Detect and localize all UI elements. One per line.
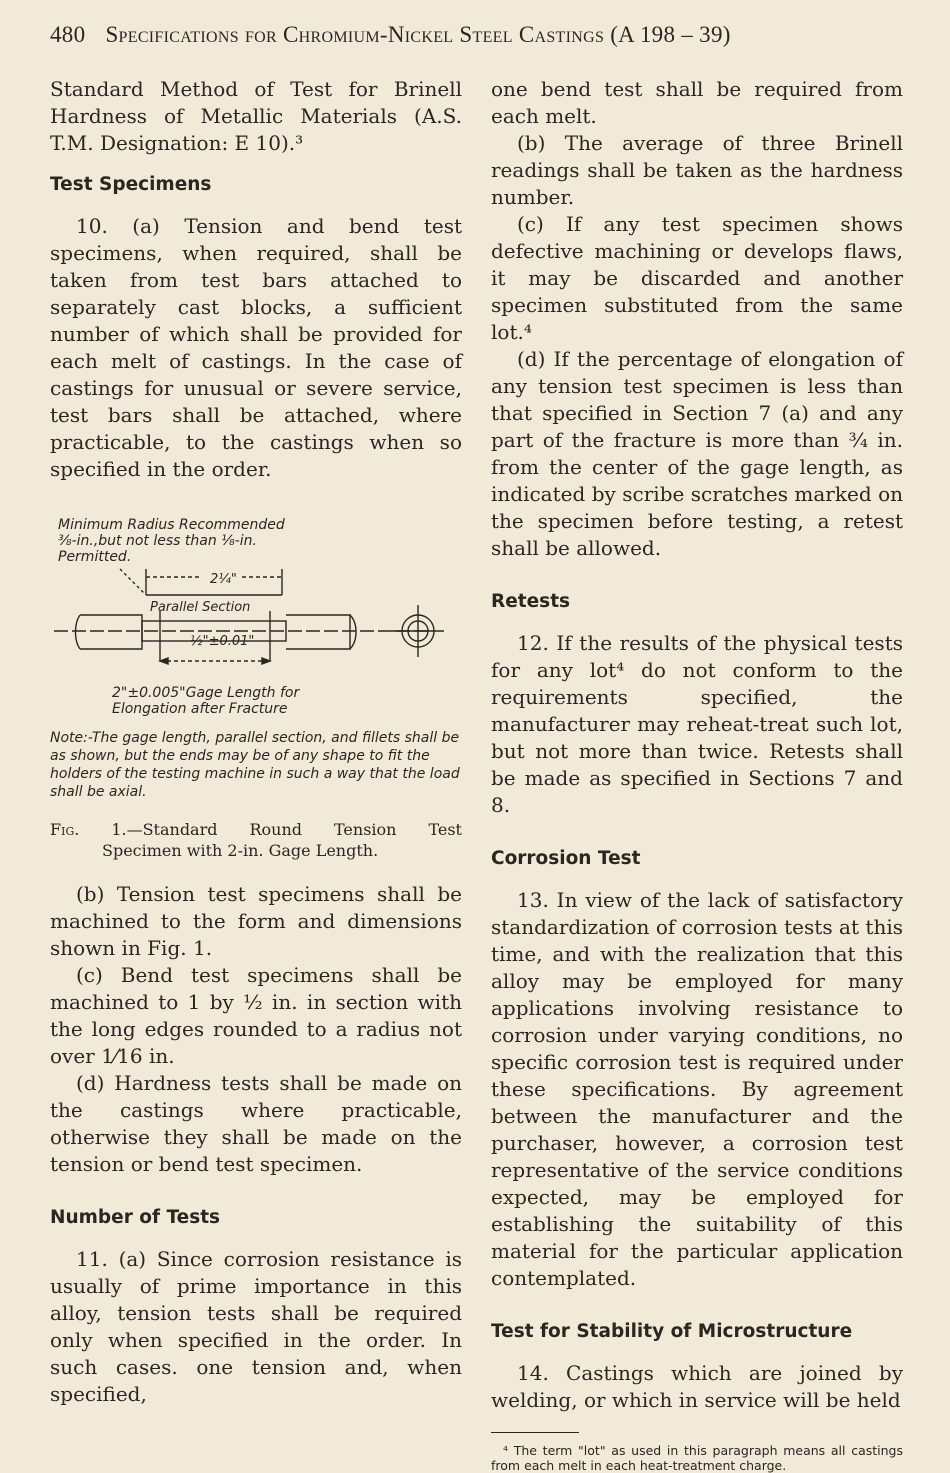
paragraph-continuation-right: one bend test shall be required from each melt.: [491, 77, 903, 128]
footnote-4: ⁴ The term "lot" as used in this paragraph means all castings from each melt in each heat-treatment charge.: [491, 1443, 903, 1473]
paragraph-10d: (d) Hardness tests shall be made on the castings where practicable, otherwise they shall be made on the tension or bend test specimen.: [50, 1071, 462, 1176]
heading-number-of-tests: Number of Tests: [50, 1207, 221, 1228]
heading-corrosion-test: Corrosion Test: [491, 848, 641, 869]
paragraph-13: 13. In view of the lack of satisfactory standardization of corrosion tests at this time, and with the realization that this alloy may be employed for many applications involving resistance to corrosion under varying conditions, no specific corrosion test is required under these specifications. By agreement between the manufacturer and the purchaser, however, a corrosion test representative of the service conditions expected, may be employed for establishing the suitability of this material for the particular application contemplated.: [491, 888, 903, 1290]
label-radius-line1: Minimum Radius Recommended: [58, 517, 285, 533]
paragraph-10c: (c) Bend test specimens shall be machined to 1 by ½ in. in section with the long edges rounded to a radius not over 1⁄16 in.: [50, 963, 462, 1068]
dim-diameter: ½"±0.01": [190, 634, 255, 649]
header-title: Specifications for Chromium-Nickel Steel Castings (A 198 – 39): [105, 22, 731, 47]
running-header: [50, 22, 910, 48]
caption-word: Test: [428, 820, 462, 839]
paragraph-11a: 11. (a) Since corrosion resistance is usually of prime importance in this alloy, tension tests shall be required only when specified in the order. In such cases. one tension and, when specified,: [50, 1247, 462, 1406]
figure-1: [50, 511, 462, 881]
label-gage-line1: 2"±0.005"Gage Length for: [112, 685, 300, 701]
paragraph-11c: (c) If any test specimen shows defective machining or develops flaws, it may be discarded and another specimen substituted from the same lot.⁴: [491, 212, 903, 344]
paragraph-12: 12. If the results of the physical tests for any lot⁴ do not conform to the requirements specified, the manufacturer may reheat-treat such lot, but not more than twice. Retests shall be made as specified in Sections 7 and 8.: [491, 631, 903, 817]
label-parallel-section: Parallel Section: [150, 600, 251, 615]
heading-retests: Retests: [491, 591, 571, 612]
caption-word: Round: [249, 820, 302, 839]
paragraph-continuation: Standard Method of Test for Brinell Hardness of Metallic Materials (A.S. T.M. Designation: E 10).³: [50, 77, 462, 155]
paragraph-10a: 10. (a) Tension and bend test specimens, when required, shall be taken from test bars attached to separately cast blocks, a sufficient number of which shall be provided for each melt of castings. In the case of castings for unusual or severe service, test bars shall be attached, where practicable, to the castings when so specified in the order.: [50, 214, 462, 481]
paragraph-14: 14. Castings which are joined by welding, or which in service will be held: [491, 1361, 903, 1412]
paragraph-10b: (b) Tension test specimens shall be machined to the form and dimensions shown in Fig. 1.: [50, 882, 462, 960]
caption-word: 1.—Standard: [111, 820, 218, 839]
label-radius-line2: ⅜-in.,but not less than ⅛-in.: [58, 533, 258, 549]
tension-specimen-drawing: [50, 511, 462, 726]
label-gage-line2: Elongation after Fracture: [112, 701, 288, 717]
heading-stability: Test for Stability of Microstructure: [491, 1321, 853, 1342]
figure-note: Note:-The gage length, parallel section, and fillets shall be as shown, but the ends may be of any shape to fit the holders of the testing machine in such a way that the load shall be axial.: [50, 730, 460, 800]
paragraph-11d: (d) If the percentage of elongation of any tension test specimen is less than that specified in Section 7 (a) and any part of the fracture is more than ¾ in. from the center of the gage length, as indicated by scribe scratches marked on the specimen before testing, a retest shall be allowed.: [491, 347, 903, 560]
caption-word: Tension: [333, 820, 397, 839]
figure-caption: [50, 819, 462, 861]
left-column: [50, 76, 462, 1408]
caption-line2: Specimen with 2-in. Gage Length.: [102, 841, 379, 860]
right-column: [491, 76, 903, 1473]
footnote-rule: [491, 1432, 579, 1433]
heading-test-specimens: Test Specimens: [50, 174, 212, 195]
label-radius-line3: Permitted.: [58, 549, 132, 565]
paragraph-11b: (b) The average of three Brinell readings shall be taken as the hardness number.: [491, 131, 903, 209]
dim-parallel-length: 2¼": [210, 572, 237, 587]
caption-fig: Fig.: [50, 820, 80, 839]
specimen-outline: [54, 569, 444, 664]
page-number: 480: [50, 22, 86, 47]
